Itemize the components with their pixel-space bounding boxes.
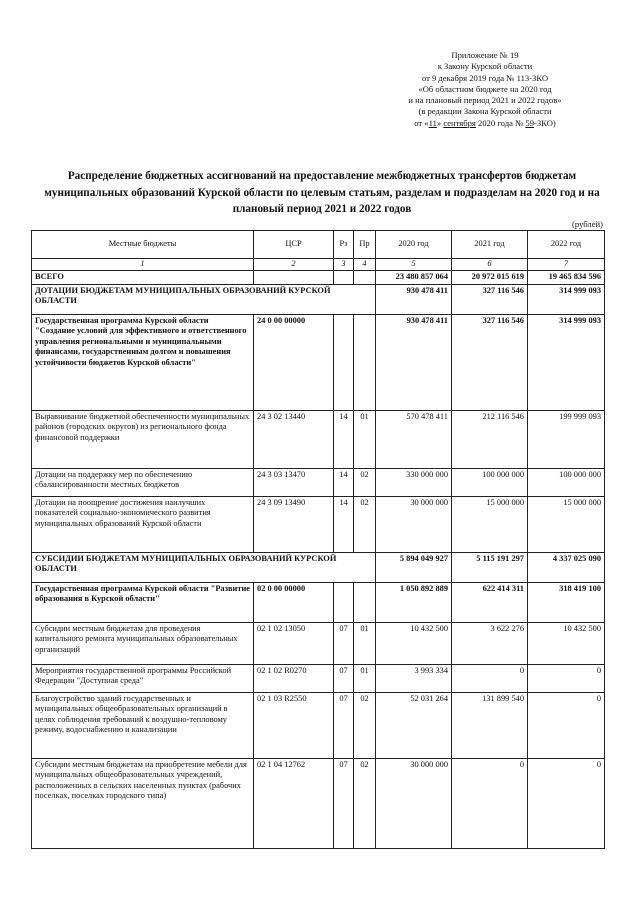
row-csr: 24 3 03 13470 (254, 468, 334, 496)
appendix-line-6: (в редакции Закона Курской области (418, 106, 552, 117)
budget-table (31, 230, 605, 849)
row-name: Субсидии местным бюджетам на приобретение мебели для муниципальных общеобразовательных учреждений, расположенных в сельских населенных пунктах (рабочих поселках, поселках городского типа) (32, 758, 254, 848)
row-csr: 24 3 09 13490 (254, 496, 334, 552)
header-local-budgets: Местные бюджеты (32, 231, 254, 259)
table-row-total (32, 271, 605, 285)
row-2021: 131 899 540 (452, 692, 528, 758)
row-csr: 02 1 02 13050 (254, 622, 334, 664)
table-row (32, 410, 605, 468)
column-numbers-row (32, 259, 605, 271)
appendix-law-suffix: -ЗКО) (534, 117, 556, 128)
row-csr: 02 1 03 R2550 (254, 692, 334, 758)
row-csr: 02 0 00 00000 (254, 582, 334, 622)
row-2020: 3 993 334 (376, 664, 452, 692)
row-2022: 314 999 093 (528, 314, 605, 410)
header-2022: 2022 год (528, 231, 605, 259)
col-number: 6 (452, 259, 528, 271)
row-rz (334, 314, 354, 410)
row-pr (354, 582, 376, 622)
row-rz: 14 (334, 410, 354, 468)
row-2020: 30 000 000 (376, 496, 452, 552)
row-2021: 20 972 015 619 (452, 271, 528, 285)
row-rz: 14 (334, 468, 354, 496)
header-2020: 2020 год (376, 231, 452, 259)
table-row-section (32, 284, 605, 314)
header-pr: Пр (354, 231, 376, 259)
appendix-line-4: «Об областном бюджете на 2020 год (418, 83, 552, 94)
table-row (32, 496, 605, 552)
row-2021: 3 622 276 (452, 622, 528, 664)
row-2020: 930 478 411 (376, 284, 452, 314)
table-row (32, 468, 605, 496)
appendix-line-7 (370, 118, 600, 129)
col-number: 5 (376, 259, 452, 271)
col-number: 2 (254, 259, 334, 271)
row-pr (354, 314, 376, 410)
row-name: Государственная программа Курской области "Развитие образования в Курской области" (32, 582, 254, 622)
row-2020: 570 478 411 (376, 410, 452, 468)
row-2021: 0 (452, 758, 528, 848)
table-row-program (32, 314, 605, 410)
appendix-date-month: сентября (443, 117, 476, 128)
row-pr: 02 (354, 758, 376, 848)
row-2022: 0 (528, 758, 605, 848)
appendix-line-3: от 9 декабря 2019 года № 113-ЗКО (421, 72, 549, 83)
row-2020: 23 480 857 064 (376, 271, 452, 285)
section-name: ДОТАЦИИ БЮДЖЕТАМ МУНИЦИПАЛЬНЫХ ОБРАЗОВАНИЙ КУРСКОЙ ОБЛАСТИ (32, 284, 376, 314)
row-csr: 24 3 02 13440 (254, 410, 334, 468)
row-name: Дотации на поощрение достижения наилучших показателей социально-экономического развития муниципальных образований Курской области (32, 496, 254, 552)
row-csr (254, 271, 334, 285)
row-2022: 0 (528, 692, 605, 758)
row-name: Мероприятия государственной программы Российской Федерации "Доступная среда" (32, 664, 254, 692)
col-number: 7 (528, 259, 605, 271)
row-2020: 30 000 000 (376, 758, 452, 848)
row-name: ВСЕГО (32, 271, 254, 285)
appendix-header (370, 50, 600, 129)
table-row (32, 664, 605, 692)
row-2021: 100 000 000 (452, 468, 528, 496)
table-row (32, 692, 605, 758)
row-2022: 4 337 025 090 (528, 552, 605, 582)
row-pr: 02 (354, 692, 376, 758)
appendix-date-year: 2020 года № (475, 117, 526, 128)
row-pr: 01 (354, 410, 376, 468)
row-pr (354, 271, 376, 285)
header-csr: ЦСР (254, 231, 334, 259)
row-rz: 07 (334, 692, 354, 758)
row-csr: 24 0 00 00000 (254, 314, 334, 410)
row-rz: 07 (334, 758, 354, 848)
col-number: 4 (354, 259, 376, 271)
row-rz (334, 582, 354, 622)
section-name: СУБСИДИИ БЮДЖЕТАМ МУНИЦИПАЛЬНЫХ ОБРАЗОВАНИЙ КУРСКОЙ ОБЛАСТИ (32, 552, 376, 582)
appendix-line-2: к Закону Курской области (437, 61, 533, 72)
row-name: Благоустройство зданий государственных и муниципальных общеобразовательных организаций в целях соблюдения требований к воздушно-тепловому режиму, водоснабжению и канализации (32, 692, 254, 758)
row-2020: 5 894 049 927 (376, 552, 452, 582)
table-header-row (32, 231, 605, 259)
row-rz (334, 271, 354, 285)
row-2020: 1 050 892 889 (376, 582, 452, 622)
row-csr: 02 1 04 12762 (254, 758, 334, 848)
row-2021: 0 (452, 664, 528, 692)
row-2020: 52 031 264 (376, 692, 452, 758)
table-row (32, 622, 605, 664)
row-2020: 10 432 500 (376, 622, 452, 664)
row-name: Выравнивание бюджетной обеспеченности муниципальных районов (городских округов) из регионального фонда финансовой поддержки (32, 410, 254, 468)
row-2022: 0 (528, 664, 605, 692)
document-title: Распределение бюджетных ассигнований на предоставление межбюджетных трансфертов бюджетам муниципальных образований Курской области по целевым статьям, разделам и подразделам на 2020 год и на плановый период 2021 и 2022 годов (44, 170, 600, 215)
row-2021: 327 116 546 (452, 284, 528, 314)
row-2021: 5 115 191 297 (452, 552, 528, 582)
row-2021: 622 414 311 (452, 582, 528, 622)
row-pr: 02 (354, 496, 376, 552)
row-2020: 930 478 411 (376, 314, 452, 410)
appendix-date-prefix: от « (414, 117, 429, 128)
table-row (32, 758, 605, 848)
appendix-line-5: и на плановый период 2021 и 2022 годов» (408, 95, 562, 106)
row-2021: 212 116 546 (452, 410, 528, 468)
units-label: (рублей) (572, 219, 603, 229)
row-csr: 02 1 02 R0270 (254, 664, 334, 692)
appendix-date-day: 11 (428, 117, 437, 128)
col-number: 1 (32, 259, 254, 271)
row-pr: 02 (354, 468, 376, 496)
row-2022: 15 000 000 (528, 496, 605, 552)
appendix-date-sep: » (436, 117, 444, 128)
row-2022: 318 419 100 (528, 582, 605, 622)
row-name: Субсидии местным бюджетам для проведения капитального ремонта муниципальных образовательных организаций (32, 622, 254, 664)
row-2020: 330 000 000 (376, 468, 452, 496)
table-row-program (32, 582, 605, 622)
header-rz: Рз (334, 231, 354, 259)
row-rz: 07 (334, 622, 354, 664)
row-rz: 07 (334, 664, 354, 692)
row-2022: 100 000 000 (528, 468, 605, 496)
row-2022: 314 999 093 (528, 284, 605, 314)
row-2022: 10 432 500 (528, 622, 605, 664)
row-2022: 19 465 834 596 (528, 271, 605, 285)
col-number: 3 (334, 259, 354, 271)
row-pr: 01 (354, 622, 376, 664)
row-name: Государственная программа Курской области "Создание условий для эффективного и ответственного управления региональными и муниципальными финансами, государственным долгом и повышения устойчивости бюджетов Курской области" (32, 314, 254, 410)
appendix-law-number: 59 (525, 117, 535, 128)
row-rz: 14 (334, 496, 354, 552)
row-2021: 15 000 000 (452, 496, 528, 552)
appendix-line-1: Приложение № 19 (451, 50, 519, 60)
row-pr: 01 (354, 664, 376, 692)
row-2021: 327 116 546 (452, 314, 528, 410)
row-name: Дотации на поддержку мер по обеспечению сбалансированности местных бюджетов (32, 468, 254, 496)
header-2021: 2021 год (452, 231, 528, 259)
row-2022: 199 999 093 (528, 410, 605, 468)
table-row-section (32, 552, 605, 582)
